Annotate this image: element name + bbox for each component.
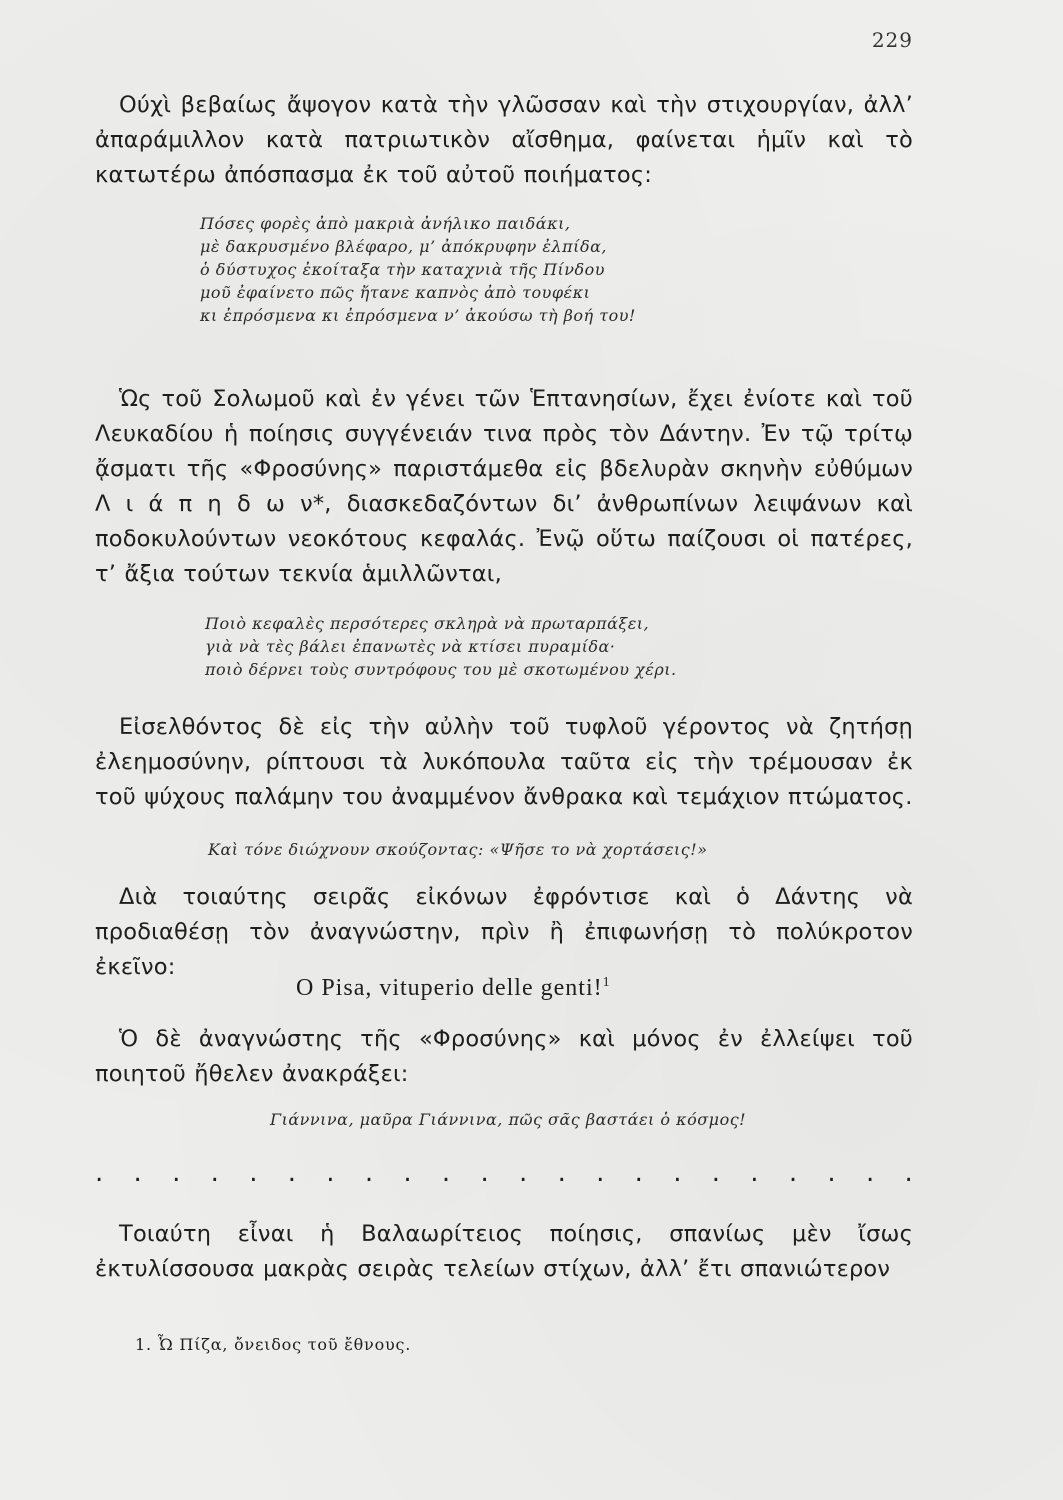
latin-quote-text: O Pisa, vituperio delle genti! <box>296 975 603 1001</box>
paragraph-4 <box>95 880 913 985</box>
paragraph-3 <box>95 710 913 815</box>
separator-dot: . <box>133 1158 142 1188</box>
verse-line: γιὰ νὰ τὲς βάλει ἐπανωτὲς νὰ κτίσει πυραμίδα· <box>205 637 616 656</box>
verse-line: Καὶ τόνε διώχνουν σκούζοντας: «Ψῆσε το νὰ χορτάσεις!» <box>208 840 708 859</box>
paragraph-2-content: Ὡς τοῦ Σολωμοῦ καὶ ἐν γένει τῶν Ἑπτανησίων, ἔχει ἐνίοτε καὶ τοῦ Λευκαδίου ἡ ποίησις συγγένειάν τινα πρὸς τὸν Δάντην. Ἐν τῷ τρίτῳ ᾄσματι τῆς «Φροσύνης» παριστάμεθα εἰς βδελυρὰν σκηνὴν εὐθύμων Λ ι ά π η δ ω ν*, διασκεδαζόντων δι’ ἀνθρωπίνων λειψάνων καὶ ποδοκυλούντων νεοκότους κεφαλάς. Ἐνῷ οὕτω παίζουσι οἱ πατέρες, τ’ ἄξια τούτων τεκνία ἁμιλλῶνται, <box>95 386 913 587</box>
verse-block-1 <box>200 212 636 327</box>
separator-dot: . <box>673 1158 682 1188</box>
paragraph-2-text <box>95 382 913 592</box>
paragraph-4-content: Διὰ τοιαύτης σειρᾶς εἰκόνων ἐφρόντισε καὶ ὁ Δάντης νὰ προδιαθέσῃ τὸν ἀναγνώστην, πρὶν ἢ ἐπιφωνήσῃ τὸ πολύκροτον ἐκεῖνο: <box>95 884 913 980</box>
verse-block-4 <box>270 1108 746 1131</box>
paragraph-4-text <box>95 880 913 985</box>
footnote-ref: 1 <box>602 975 611 990</box>
verse-block-2 <box>205 612 677 681</box>
separator-dot: . <box>904 1158 913 1188</box>
separator-dot: . <box>827 1158 836 1188</box>
separator-dot: . <box>172 1158 181 1188</box>
separator-dot: . <box>519 1158 528 1188</box>
separator-dot: . <box>287 1158 296 1188</box>
verse-line: ποιὸ δέρνει τοὺς συντρόφους του μὲ σκοτωμένου χέρι. <box>205 660 677 679</box>
verse-line: Πόσες φορὲς ἀπὸ μακριὰ ἀνήλικο παιδάκι, <box>200 214 571 233</box>
separator-dot: . <box>634 1158 643 1188</box>
separator-dot: . <box>403 1158 412 1188</box>
verse-line: Ποιὸ κεφαλὲς περσότερες σκληρὰ νὰ πρωταρπάξει, <box>205 614 650 633</box>
paragraph-5-text <box>95 1022 913 1092</box>
separator-dot: . <box>480 1158 489 1188</box>
footnote: 1. Ὦ Πίζα, ὄνειδος τοῦ ἔθνους. <box>135 1335 412 1354</box>
paragraph-1-text <box>95 88 913 193</box>
verse-block-3 <box>208 838 707 861</box>
latin-quote <box>296 975 611 1002</box>
separator-dot: . <box>326 1158 335 1188</box>
separator-dot: . <box>557 1158 566 1188</box>
verse-line: μοῦ ἐφαίνετο πῶς ἤτανε καπνὸς ἀπὸ τουφέκι <box>200 283 591 302</box>
separator-dot: . <box>95 1158 104 1188</box>
separator-dot: . <box>788 1158 798 1188</box>
paragraph-6 <box>95 1217 913 1287</box>
separator-dot: . <box>364 1158 374 1188</box>
verse-line: κι ἐπρόσμενα κι ἐπρόσμενα ν’ ἀκούσω τὴ βοή του! <box>200 306 636 325</box>
dotted-separator <box>95 1158 913 1188</box>
separator-dot: . <box>249 1158 258 1188</box>
verse-line: ὁ δύστυχος ἐκοίταξα τὴν καταχνιὰ τῆς Πίνδου <box>200 260 606 279</box>
paragraph-5 <box>95 1022 913 1092</box>
page-number: 229 <box>871 28 913 52</box>
separator-dot: . <box>711 1158 721 1188</box>
separator-dot: . <box>210 1158 219 1188</box>
paragraph-6-content: Τοιαύτη εἶναι ἡ Βαλαωρίτειος ποίησις, σπανίως μὲν ἴσως ἐκτυλίσσουσα μακρὰς σειρὰς τελείων στίχων, ἀλλ’ ἔτι σπανιώτερον <box>95 1221 913 1282</box>
paragraph-5-content: Ὁ δὲ ἀναγνώστης τῆς «Φροσύνης» καὶ μόνος ἐν ἐλλείψει τοῦ ποιητοῦ ἤθελεν ἀνακράξει: <box>95 1026 913 1087</box>
verse-line: Γιάννινα, μαῦρα Γιάννινα, πῶς σᾶς βαστάει ὁ κόσμος! <box>270 1110 747 1129</box>
paragraph-1 <box>95 88 913 193</box>
separator-dot: . <box>441 1158 451 1188</box>
paragraph-6-text <box>95 1217 913 1287</box>
paragraph-1-content: Ούχὶ βεβαίως ἄψογον κατὰ τὴν γλῶσσαν καὶ τὴν στιχουργίαν, ἀλλ’ ἀπαράμιλλον κατὰ πατριωτικὸν αἴσθημα, φαίνεται ἡμῖν καὶ τὸ κατωτέρω ἀπόσπασμα ἐκ τοῦ αὐτοῦ ποιήματος: <box>95 92 913 188</box>
paragraph-3-text <box>95 710 913 815</box>
paragraph-3-content: Εἰσελθόντος δὲ εἰς τὴν αὐλὴν τοῦ τυφλοῦ γέροντος νὰ ζητήσῃ ἐλεημοσύνην, ρίπτουσι τὰ λυκόπουλα ταῦτα εἰς τὴν τρέμουσαν ἐκ τοῦ ψύχους παλάμην του ἀναμμένον ἄνθρακα καὶ τεμάχιον πτώματος. <box>95 714 913 810</box>
separator-dot: . <box>596 1158 605 1188</box>
verse-line: μὲ δακρυσμένο βλέφαρο, μ’ ἀπόκρυφην ἐλπίδα, <box>200 237 607 256</box>
paragraph-2 <box>95 382 913 592</box>
separator-dot: . <box>865 1158 875 1188</box>
separator-dot: . <box>750 1158 759 1188</box>
